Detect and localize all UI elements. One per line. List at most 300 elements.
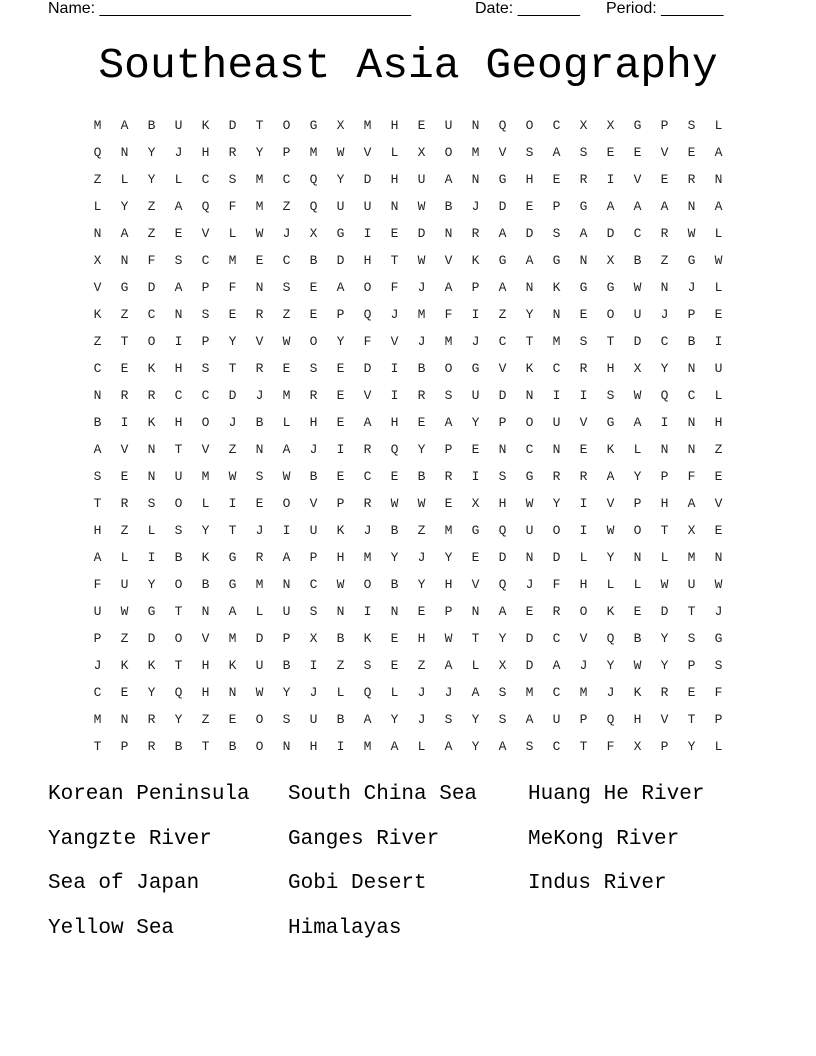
grid-letter: N: [282, 577, 291, 592]
grid-letter: A: [687, 496, 696, 511]
grid-letter: F: [228, 280, 237, 295]
grid-letter: A: [363, 415, 372, 430]
grid-letter: R: [444, 469, 453, 484]
grid-letter: X: [309, 631, 318, 646]
word-bank: [48, 780, 768, 958]
grid-letter: A: [552, 145, 561, 160]
grid-letter: N: [201, 604, 210, 619]
grid-letter: U: [363, 199, 372, 214]
grid-letter: I: [579, 496, 588, 511]
grid-letter: Y: [120, 199, 129, 214]
grid-letter: B: [174, 550, 183, 565]
grid-letter: N: [228, 685, 237, 700]
grid-letter: Q: [309, 199, 318, 214]
grid-letter: K: [606, 442, 615, 457]
grid-letter: E: [660, 172, 669, 187]
grid-letter: E: [687, 145, 696, 160]
grid-letter: O: [552, 523, 561, 538]
grid-letter: G: [579, 280, 588, 295]
grid-letter: R: [309, 388, 318, 403]
grid-letter: K: [552, 280, 561, 295]
grid-letter: V: [579, 631, 588, 646]
grid-letter: O: [309, 334, 318, 349]
grid-letter: E: [390, 631, 399, 646]
grid-letter: D: [525, 631, 534, 646]
grid-letter: N: [120, 145, 129, 160]
grid-letter: N: [552, 442, 561, 457]
grid-letter: D: [660, 604, 669, 619]
grid-letter: M: [471, 145, 480, 160]
grid-letter: H: [660, 496, 669, 511]
grid-letter: Y: [201, 523, 210, 538]
grid-letter: Q: [390, 442, 399, 457]
grid-letter: O: [282, 496, 291, 511]
grid-letter: E: [633, 604, 642, 619]
grid-letter: U: [309, 712, 318, 727]
grid-letter: W: [417, 496, 426, 511]
grid-letter: C: [363, 469, 372, 484]
grid-letter: Y: [660, 631, 669, 646]
grid-letter: W: [417, 253, 426, 268]
grid-letter: O: [174, 631, 183, 646]
grid-letter: J: [606, 685, 615, 700]
grid-letter: D: [336, 253, 345, 268]
grid-letter: N: [147, 442, 156, 457]
grid-letter: Q: [606, 712, 615, 727]
grid-letter: V: [363, 388, 372, 403]
grid-letter: N: [336, 604, 345, 619]
grid-letter: P: [336, 496, 345, 511]
grid-letter: P: [336, 307, 345, 322]
grid-letter: S: [201, 361, 210, 376]
grid-letter: M: [579, 685, 588, 700]
grid-letter: A: [336, 280, 345, 295]
grid-letter: P: [444, 604, 453, 619]
grid-letter: Q: [363, 307, 372, 322]
grid-letter: D: [147, 280, 156, 295]
grid-letter: T: [606, 334, 615, 349]
grid-letter: C: [309, 577, 318, 592]
grid-letter: N: [687, 199, 696, 214]
grid-letter: A: [120, 226, 129, 241]
grid-letter: N: [687, 415, 696, 430]
grid-letter: P: [120, 739, 129, 754]
grid-letter: K: [147, 415, 156, 430]
grid-letter: N: [525, 280, 534, 295]
grid-letter: G: [309, 118, 318, 133]
grid-letter: N: [120, 712, 129, 727]
grid-letter: Z: [147, 199, 156, 214]
grid-letter: S: [174, 253, 183, 268]
grid-letter: V: [309, 496, 318, 511]
grid-letter: P: [687, 307, 696, 322]
word-bank-item: Huang He River: [528, 783, 705, 806]
grid-letter: D: [417, 226, 426, 241]
grid-letter: K: [201, 550, 210, 565]
grid-letter: E: [228, 712, 237, 727]
grid-letter: N: [471, 172, 480, 187]
grid-letter: Q: [498, 118, 507, 133]
grid-letter: R: [147, 712, 156, 727]
grid-letter: N: [498, 442, 507, 457]
grid-letter: S: [309, 361, 318, 376]
grid-letter: M: [363, 550, 372, 565]
grid-letter: R: [660, 226, 669, 241]
grid-letter: X: [687, 523, 696, 538]
grid-row: [84, 598, 732, 625]
grid-letter: L: [120, 550, 129, 565]
word-bank-item: Indus River: [528, 872, 667, 896]
grid-letter: I: [282, 523, 291, 538]
grid-letter: L: [201, 496, 210, 511]
grid-letter: F: [444, 307, 453, 322]
grid-letter: E: [282, 361, 291, 376]
grid-letter: E: [417, 415, 426, 430]
grid-letter: K: [633, 685, 642, 700]
grid-letter: G: [471, 523, 480, 538]
grid-letter: U: [255, 658, 264, 673]
grid-letter: E: [120, 361, 129, 376]
grid-letter: X: [309, 226, 318, 241]
grid-letter: J: [255, 523, 264, 538]
grid-letter: Y: [147, 577, 156, 592]
grid-letter: U: [417, 172, 426, 187]
grid-letter: I: [336, 739, 345, 754]
grid-letter: P: [471, 280, 480, 295]
grid-letter: J: [687, 280, 696, 295]
grid-letter: Y: [525, 307, 534, 322]
grid-letter: P: [660, 469, 669, 484]
grid-letter: J: [417, 685, 426, 700]
grid-letter: Z: [660, 253, 669, 268]
grid-letter: M: [228, 253, 237, 268]
grid-row: [84, 706, 732, 733]
grid-letter: O: [174, 577, 183, 592]
grid-letter: Y: [336, 334, 345, 349]
grid-letter: V: [390, 334, 399, 349]
grid-letter: U: [282, 604, 291, 619]
grid-letter: T: [471, 631, 480, 646]
grid-letter: H: [309, 739, 318, 754]
grid-letter: T: [660, 523, 669, 538]
grid-letter: E: [525, 604, 534, 619]
grid-letter: L: [390, 685, 399, 700]
grid-letter: J: [174, 145, 183, 160]
grid-letter: J: [444, 685, 453, 700]
grid-row: [84, 112, 732, 139]
grid-letter: U: [120, 577, 129, 592]
grid-letter: C: [201, 253, 210, 268]
grid-letter: B: [282, 658, 291, 673]
grid-letter: B: [633, 253, 642, 268]
grid-letter: L: [174, 172, 183, 187]
grid-letter: Z: [120, 523, 129, 538]
grid-letter: T: [120, 334, 129, 349]
grid-row: [84, 139, 732, 166]
grid-letter: D: [363, 172, 372, 187]
grid-letter: G: [687, 253, 696, 268]
grid-letter: U: [687, 577, 696, 592]
grid-letter: K: [147, 658, 156, 673]
grid-letter: O: [363, 577, 372, 592]
grid-letter: N: [93, 226, 102, 241]
grid-letter: D: [606, 226, 615, 241]
grid-letter: R: [255, 361, 264, 376]
grid-letter: C: [525, 442, 534, 457]
grid-letter: I: [714, 334, 723, 349]
grid-letter: W: [336, 577, 345, 592]
grid-letter: Z: [417, 523, 426, 538]
word-bank-item: Ganges River: [288, 827, 440, 851]
grid-letter: E: [471, 442, 480, 457]
grid-letter: X: [417, 145, 426, 160]
grid-letter: H: [606, 361, 615, 376]
grid-letter: S: [228, 172, 237, 187]
grid-row: [84, 301, 732, 328]
grid-letter: E: [444, 496, 453, 511]
grid-letter: T: [93, 739, 102, 754]
grid-letter: I: [174, 334, 183, 349]
grid-letter: N: [93, 388, 102, 403]
grid-letter: D: [255, 631, 264, 646]
grid-row: [84, 490, 732, 517]
grid-letter: E: [336, 361, 345, 376]
grid-letter: L: [714, 226, 723, 241]
grid-letter: G: [552, 253, 561, 268]
grid-letter: V: [498, 145, 507, 160]
grid-letter: H: [336, 550, 345, 565]
grid-letter: G: [120, 280, 129, 295]
grid-letter: I: [606, 172, 615, 187]
grid-letter: J: [255, 388, 264, 403]
grid-letter: N: [174, 307, 183, 322]
grid-letter: M: [687, 550, 696, 565]
grid-letter: M: [444, 334, 453, 349]
grid-letter: H: [363, 253, 372, 268]
grid-letter: D: [363, 361, 372, 376]
grid-letter: P: [201, 280, 210, 295]
grid-letter: E: [606, 145, 615, 160]
grid-letter: A: [93, 442, 102, 457]
grid-letter: S: [714, 658, 723, 673]
grid-letter: N: [390, 199, 399, 214]
grid-row: [84, 382, 732, 409]
grid-letter: X: [336, 118, 345, 133]
word-bank-item: Yellow Sea: [48, 916, 175, 940]
grid-letter: E: [120, 469, 129, 484]
grid-letter: F: [687, 469, 696, 484]
grid-letter: W: [714, 253, 723, 268]
grid-letter: S: [498, 712, 507, 727]
grid-letter: Q: [201, 199, 210, 214]
grid-letter: H: [444, 577, 453, 592]
grid-letter: E: [336, 469, 345, 484]
grid-letter: B: [201, 577, 210, 592]
grid-letter: G: [228, 577, 237, 592]
grid-letter: N: [255, 442, 264, 457]
grid-letter: L: [120, 172, 129, 187]
grid-letter: S: [552, 226, 561, 241]
grid-letter: P: [687, 658, 696, 673]
grid-letter: I: [309, 658, 318, 673]
grid-letter: T: [174, 658, 183, 673]
grid-letter: A: [120, 118, 129, 133]
grid-letter: N: [660, 442, 669, 457]
grid-letter: E: [579, 442, 588, 457]
grid-letter: R: [120, 496, 129, 511]
grid-letter: H: [201, 145, 210, 160]
grid-letter: N: [471, 118, 480, 133]
grid-letter: C: [201, 172, 210, 187]
grid-letter: F: [363, 334, 372, 349]
grid-letter: E: [579, 307, 588, 322]
grid-letter: J: [579, 658, 588, 673]
grid-letter: B: [336, 712, 345, 727]
grid-letter: Z: [282, 307, 291, 322]
grid-letter: C: [552, 118, 561, 133]
grid-letter: N: [147, 469, 156, 484]
grid-letter: P: [633, 496, 642, 511]
grid-letter: K: [363, 631, 372, 646]
grid-letter: X: [93, 253, 102, 268]
grid-letter: B: [444, 199, 453, 214]
grid-letter: V: [660, 712, 669, 727]
grid-letter: R: [120, 388, 129, 403]
letter-grid: [84, 112, 732, 760]
grid-letter: S: [309, 604, 318, 619]
grid-letter: A: [228, 604, 237, 619]
grid-letter: X: [498, 658, 507, 673]
grid-letter: C: [552, 631, 561, 646]
grid-letter: I: [363, 604, 372, 619]
grid-letter: Q: [309, 172, 318, 187]
grid-row: [84, 625, 732, 652]
grid-letter: O: [282, 118, 291, 133]
grid-letter: F: [714, 685, 723, 700]
grid-letter: V: [255, 334, 264, 349]
grid-letter: A: [444, 172, 453, 187]
grid-letter: Y: [147, 172, 156, 187]
grid-letter: E: [417, 118, 426, 133]
grid-letter: Y: [606, 550, 615, 565]
grid-letter: C: [552, 361, 561, 376]
grid-letter: P: [444, 442, 453, 457]
grid-letter: P: [660, 739, 669, 754]
grid-letter: G: [498, 172, 507, 187]
grid-letter: A: [525, 712, 534, 727]
grid-letter: W: [255, 685, 264, 700]
grid-letter: A: [174, 280, 183, 295]
grid-letter: C: [687, 388, 696, 403]
grid-letter: L: [606, 577, 615, 592]
grid-letter: W: [282, 469, 291, 484]
grid-letter: N: [471, 604, 480, 619]
grid-letter: S: [525, 145, 534, 160]
grid-letter: S: [687, 118, 696, 133]
grid-letter: N: [633, 550, 642, 565]
grid-letter: H: [174, 361, 183, 376]
grid-letter: J: [417, 280, 426, 295]
date-field: Date: _______: [475, 0, 580, 17]
grid-letter: E: [309, 280, 318, 295]
grid-letter: W: [444, 631, 453, 646]
grid-letter: K: [120, 658, 129, 673]
grid-letter: I: [336, 442, 345, 457]
grid-letter: L: [633, 577, 642, 592]
grid-letter: R: [363, 442, 372, 457]
grid-letter: Y: [471, 415, 480, 430]
grid-letter: U: [552, 415, 561, 430]
grid-letter: Y: [444, 550, 453, 565]
grid-letter: E: [390, 226, 399, 241]
grid-letter: A: [93, 550, 102, 565]
grid-letter: S: [525, 739, 534, 754]
grid-letter: U: [633, 307, 642, 322]
grid-letter: Z: [93, 334, 102, 349]
grid-letter: L: [660, 550, 669, 565]
grid-letter: L: [147, 523, 156, 538]
grid-row: [84, 652, 732, 679]
grid-letter: W: [282, 334, 291, 349]
grid-letter: L: [579, 550, 588, 565]
grid-letter: Y: [606, 658, 615, 673]
grid-letter: J: [525, 577, 534, 592]
grid-letter: S: [93, 469, 102, 484]
grid-letter: J: [309, 685, 318, 700]
grid-letter: S: [255, 469, 264, 484]
grid-letter: F: [93, 577, 102, 592]
grid-letter: I: [390, 361, 399, 376]
grid-letter: M: [93, 118, 102, 133]
grid-letter: E: [174, 226, 183, 241]
grid-letter: R: [660, 685, 669, 700]
grid-row: [84, 247, 732, 274]
grid-letter: A: [471, 685, 480, 700]
grid-letter: V: [201, 631, 210, 646]
grid-row: [84, 220, 732, 247]
grid-letter: X: [579, 118, 588, 133]
grid-letter: X: [633, 361, 642, 376]
grid-letter: F: [147, 253, 156, 268]
grid-letter: S: [606, 388, 615, 403]
grid-letter: Y: [417, 442, 426, 457]
grid-letter: A: [660, 199, 669, 214]
grid-letter: B: [390, 577, 399, 592]
grid-row: [84, 409, 732, 436]
grid-letter: G: [336, 226, 345, 241]
grid-row: [84, 733, 732, 760]
grid-letter: I: [228, 496, 237, 511]
grid-letter: A: [444, 280, 453, 295]
grid-letter: A: [498, 226, 507, 241]
grid-letter: E: [471, 550, 480, 565]
grid-letter: Y: [687, 739, 696, 754]
grid-letter: W: [336, 145, 345, 160]
grid-letter: W: [687, 226, 696, 241]
grid-letter: G: [606, 280, 615, 295]
grid-letter: I: [390, 388, 399, 403]
grid-letter: V: [363, 145, 372, 160]
grid-letter: G: [498, 253, 507, 268]
grid-letter: S: [363, 658, 372, 673]
grid-letter: B: [687, 334, 696, 349]
grid-letter: X: [606, 253, 615, 268]
grid-letter: A: [498, 604, 507, 619]
grid-letter: W: [228, 469, 237, 484]
grid-letter: T: [228, 361, 237, 376]
grid-letter: Z: [336, 658, 345, 673]
grid-letter: S: [579, 145, 588, 160]
